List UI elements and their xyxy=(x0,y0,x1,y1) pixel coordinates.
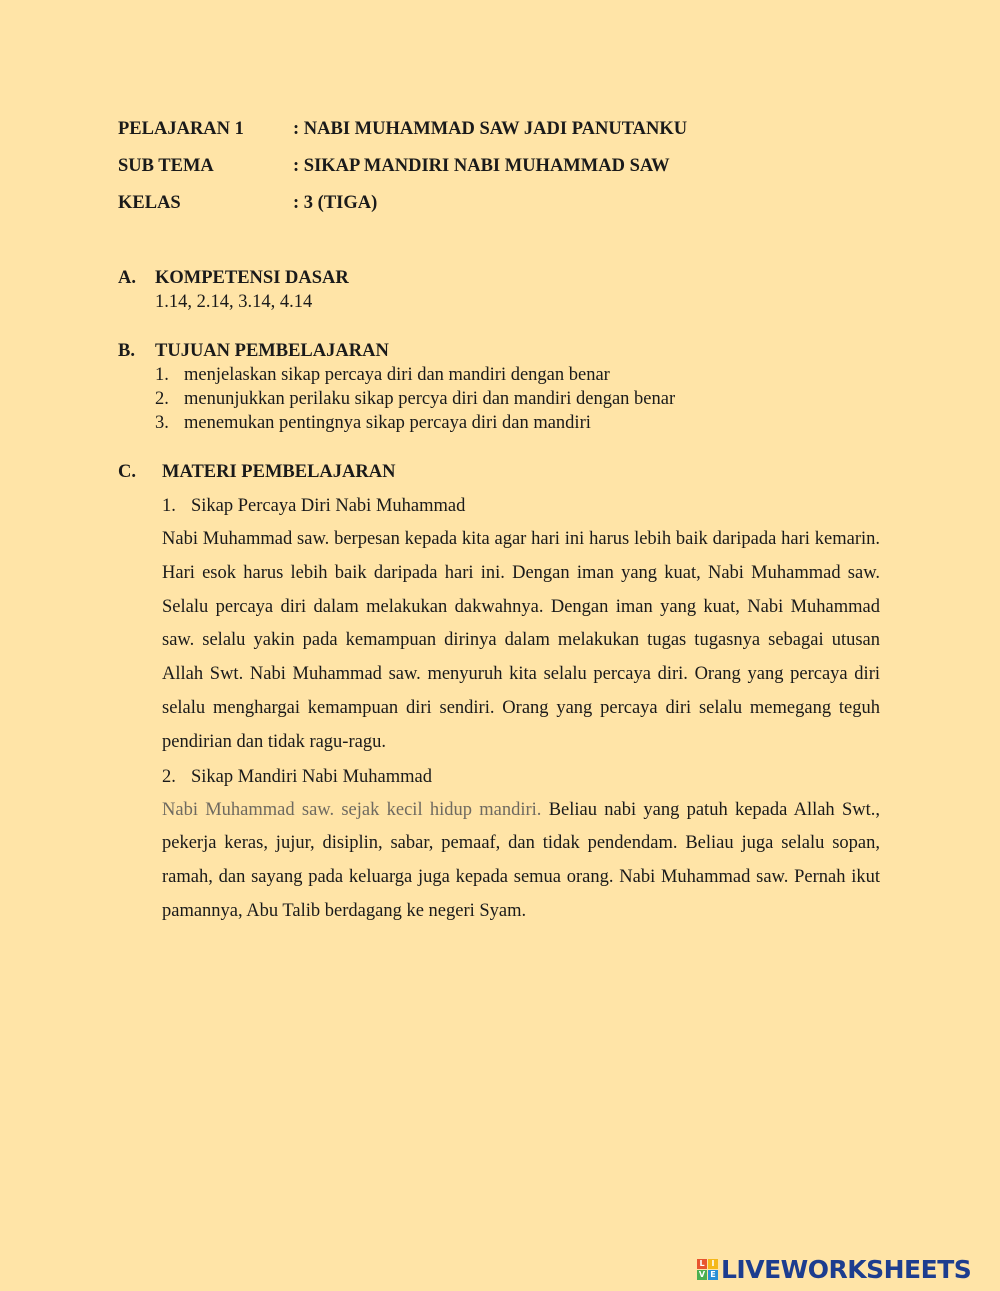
section-letter: A. xyxy=(118,268,136,288)
header-label: PELAJARAN 1 xyxy=(118,119,244,139)
logo-mark-tile: I xyxy=(708,1259,718,1269)
section-tujuan-pembelajaran xyxy=(118,339,675,435)
section-title: TUJUAN PEMBELAJARAN xyxy=(155,341,389,361)
list-item xyxy=(155,363,675,387)
subheading-mandiri xyxy=(162,760,880,794)
lesson-header xyxy=(118,116,687,227)
paragraph-mandiri xyxy=(162,794,880,929)
list-text: menemukan pentingnya sikap percaya diri dan mandiri xyxy=(184,413,591,433)
logo-mark-icon xyxy=(697,1259,718,1280)
subheading-percaya-diri xyxy=(162,489,880,523)
materi-content xyxy=(162,489,880,929)
section-title: KOMPETENSI DASAR xyxy=(155,268,349,288)
logo-mark-tile: V xyxy=(698,1269,706,1279)
logo-mark-tile: L xyxy=(697,1259,707,1269)
list-number: 1. xyxy=(155,365,169,385)
list-number: 3. xyxy=(155,413,169,433)
header-value: : 3 (TIGA) xyxy=(293,193,378,213)
sub-number: 1. xyxy=(162,496,176,516)
list-number: 2. xyxy=(155,389,169,409)
header-row-subtheme xyxy=(118,153,687,190)
section-kompetensi-dasar xyxy=(118,266,349,314)
list-item xyxy=(155,411,675,435)
list-item xyxy=(155,387,675,411)
header-value: : SIKAP MANDIRI NABI MUHAMMAD SAW xyxy=(293,156,670,176)
paragraph-percaya-diri: Nabi Muhammad saw. berpesan kepada kita agar hari ini harus lebih baik daripada hari kemarin. Hari esok harus lebih baik daripada hari ini. Dengan iman yang kuat, Nabi Muhammad saw. Selalu percaya diri dalam melakukan dakwahnya. Dengan iman yang kuat, Nabi Muhammad saw. selalu yakin pada kemampuan dirinya dalam melakukan tugas tugasnya sebagai utusan Allah Swt. Nabi Muhammad saw. menyuruh kita selalu percaya diri. Orang yang percaya diri selalu menghargai kemampuan diri sendiri. Orang yang percaya diri selalu memegang teguh pendirian dan tidak ragu-ragu. xyxy=(162,529,880,752)
objectives-list xyxy=(118,363,675,435)
logo-text: LIVEWORKSHEETS xyxy=(721,1254,972,1284)
paragraph-faint-sentence: Nabi Muhammad saw. sejak kecil hidup mandiri. xyxy=(162,799,542,820)
list-text: menjelaskan sikap percaya diri dan mandiri dengan benar xyxy=(184,365,610,385)
section-heading xyxy=(118,460,395,484)
liveworksheets-logo xyxy=(697,1254,971,1284)
list-text: menunjukkan perilaku sikap percya diri dan mandiri dengan benar xyxy=(184,389,676,409)
section-body: 1.14, 2.14, 3.14, 4.14 xyxy=(155,292,313,312)
section-title: MATERI PEMBELAJARAN xyxy=(162,462,396,482)
sub-number: 2. xyxy=(162,766,176,787)
section-letter: C. xyxy=(118,462,136,482)
header-label: SUB TEMA xyxy=(118,156,214,176)
sub-title: Sikap Percaya Diri Nabi Muhammad xyxy=(191,496,466,516)
header-label: KELAS xyxy=(118,193,181,213)
section-materi-pembelajaran xyxy=(118,460,395,484)
header-value: : NABI MUHAMMAD SAW JADI PANUTANKU xyxy=(293,119,688,139)
logo-mark-tile: E xyxy=(708,1270,718,1280)
section-letter: B. xyxy=(118,341,135,361)
paragraph-rest: Beliau nabi yang patuh kepada Allah Swt., pekerja keras, jujur, disiplin, sabar, pemaaf, dan tidak pendendam. Beliau juga selalu sopan, ramah, dan sayang pada keluarga juga kepada semua orang. Nabi Muhammad saw. Pernah ikut pamannya, Abu Talib berdagang ke negeri Syam. xyxy=(162,799,880,921)
section-heading xyxy=(118,266,349,290)
header-row-class xyxy=(118,190,687,227)
sub-title: Sikap Mandiri Nabi Muhammad xyxy=(191,766,432,787)
section-heading xyxy=(118,339,675,363)
header-row-lesson xyxy=(118,116,687,153)
